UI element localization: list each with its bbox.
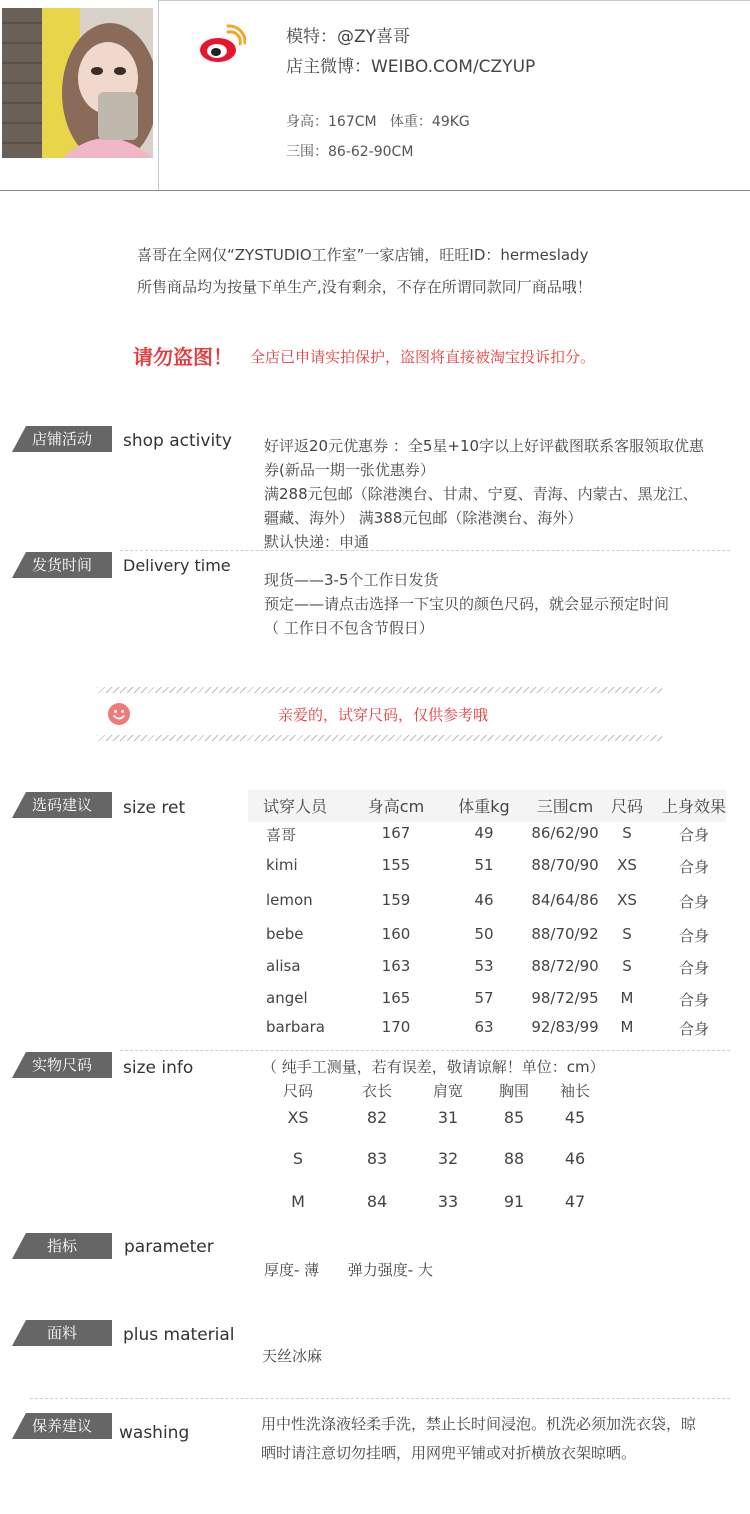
size-ret-cell: 合身: [678, 927, 709, 945]
no-theft-warning: 请勿盗图！: [133, 345, 233, 369]
parameter-value: 厚度- 薄 弹力强度- 大: [264, 1261, 433, 1279]
size-ret-cell: 合身: [678, 826, 709, 844]
section-divider: [30, 1398, 730, 1399]
size-ret-cell: bebe: [266, 925, 304, 943]
banner-bottom-border: [97, 735, 662, 741]
parameter-title: parameter: [124, 1237, 214, 1257]
size-ret-cell: XS: [617, 891, 637, 909]
header-divider: [0, 190, 750, 191]
delivery-line: 预定——请点击选择一下宝贝的颜色尺码，就会显示预定时间: [264, 595, 670, 613]
size-ret-cell: 86/62/90: [531, 824, 599, 842]
size-ret-cell: 170: [381, 1018, 411, 1036]
size-ret-cell: M: [620, 1018, 634, 1036]
size-info-cell: 83: [366, 1149, 388, 1168]
size-ret-cell: 合身: [678, 991, 709, 1009]
size-ret-header-cell: 试穿人员: [262, 797, 327, 816]
material-tag-label: 面料: [46, 1324, 77, 1342]
material-title: plus material: [123, 1325, 235, 1345]
size-ret-cell: lemon: [266, 891, 313, 909]
size-ret-cell: barbara: [266, 1018, 325, 1036]
size-info-tag: [12, 1052, 112, 1078]
size-ret-cell: 合身: [678, 959, 709, 977]
size-ret-header-cell: 上身效果: [661, 797, 726, 816]
size-ret-cell: 165: [381, 989, 411, 1007]
model-photo: [2, 8, 153, 158]
activity-line: 满288元包邮（除港澳台、甘肃、宁夏、青海、内蒙古、黑龙江、: [264, 485, 698, 503]
intro-line-2: 所售商品均为按量下单生产,没有剩余，不存在所谓同款同厂商品哦！: [137, 278, 592, 296]
activity-line: 券(新品一期一张优惠券）: [264, 461, 435, 479]
size-ret-cell: 49: [474, 824, 494, 842]
header-vertical-divider: [158, 0, 159, 190]
size-info-tag-label: 实物尺码: [31, 1056, 92, 1074]
size-ret-cell: 155: [381, 856, 411, 874]
size-ret-cell: 160: [381, 925, 411, 943]
delivery-line: （ 工作日不包含节假日）: [264, 619, 434, 637]
size-ret-cell: alisa: [266, 957, 301, 975]
size-ret-header-cell: 体重kg: [458, 797, 510, 816]
size-info-note: （ 纯手工测量，若有误差，敬请谅解！单位：cm）: [262, 1058, 605, 1076]
weibo-logo-icon: [198, 24, 246, 64]
smiley-icon: [108, 703, 130, 725]
size-info-header-cell: 袖长: [559, 1082, 590, 1100]
size-ret-cell: 88/70/92: [531, 925, 599, 943]
shop-weibo-link[interactable]: 店主微博：WEIBO.COM/CZYUP: [286, 57, 536, 77]
size-info-title: size info: [123, 1058, 194, 1078]
size-ret-cell: XS: [617, 856, 637, 874]
delivery-text: [264, 568, 734, 640]
size-ret-header-cell: 身高cm: [367, 797, 425, 816]
model-name: 模特：@ZY喜哥: [286, 27, 411, 47]
header-top-divider: [158, 0, 750, 1]
size-ret-cell: S: [622, 925, 632, 943]
size-ret-cell: 92/83/99: [531, 1018, 599, 1036]
delivery-tag-label: 发货时间: [31, 556, 92, 574]
size-ret-title: size ret: [123, 798, 186, 818]
intro-line-1: 喜哥在全网仅“ZYSTUDIO工作室”一家店铺，旺旺ID：hermeslady: [137, 246, 589, 264]
washing-text: [261, 1410, 741, 1468]
size-info-cell: 88: [503, 1149, 525, 1168]
shop-activity-title: shop activity: [123, 431, 232, 451]
washing-tag-label: 保养建议: [31, 1417, 92, 1435]
delivery-tag: [12, 552, 112, 578]
section-divider: [120, 550, 730, 551]
size-info-header-cell: 肩宽: [432, 1082, 463, 1100]
size-ret-cell: S: [622, 824, 632, 842]
size-ret-cell: 167: [381, 824, 411, 842]
size-info-cell: 33: [437, 1192, 459, 1211]
banner-top-border: [97, 687, 662, 693]
size-ret-cell: 合身: [678, 893, 709, 911]
size-info-cell: 31: [437, 1108, 459, 1127]
size-ret-tag: [12, 792, 112, 818]
model-height-weight: 身高：167CM 体重：49KG: [286, 114, 470, 130]
size-ret-cell: M: [620, 989, 634, 1007]
size-ret-header-cell: 三围cm: [536, 797, 594, 816]
size-info-cell: 84: [366, 1192, 388, 1211]
size-ret-cell: 51: [474, 856, 494, 874]
size-info-header-cell: 胸围: [498, 1082, 529, 1100]
washing-line: 晒时请注意切勿挂晒，用网兜平铺或对折横放衣架晾晒。: [261, 1444, 637, 1462]
size-info-cell: S: [292, 1149, 304, 1168]
size-ret-cell: 合身: [678, 1020, 709, 1038]
size-info-cell: 47: [564, 1192, 586, 1211]
size-ret-cell: 46: [474, 891, 494, 909]
delivery-line: 现货——3-5个工作日发货: [264, 571, 439, 589]
size-ret-cell: 88/70/90: [531, 856, 599, 874]
shop-activity-text: [264, 434, 734, 554]
size-info-cell: 82: [366, 1108, 388, 1127]
parameter-tag: [12, 1233, 112, 1259]
size-ret-cell: 57: [474, 989, 494, 1007]
size-ret-cell: 163: [381, 957, 411, 975]
size-info-header-cell: 尺码: [282, 1082, 313, 1100]
size-ret-cell: kimi: [266, 856, 298, 874]
size-info-cell: XS: [287, 1108, 309, 1127]
activity-line: 好评返20元优惠券 ：全5星+10字以上好评截图联系客服领取优惠: [264, 437, 705, 455]
material-tag: [12, 1320, 112, 1346]
size-ret-cell: 喜哥: [266, 826, 297, 844]
material-value: 天丝冰麻: [262, 1347, 323, 1365]
size-ret-cell: 88/72/90: [531, 957, 599, 975]
size-info-cell: 85: [503, 1108, 525, 1127]
size-ret-cell: 63: [474, 1018, 494, 1036]
size-ret-header-cell: 尺码: [610, 797, 643, 816]
size-ret-tag-label: 选码建议: [31, 796, 92, 814]
size-ret-cell: S: [622, 957, 632, 975]
size-ret-cell: angel: [266, 989, 308, 1007]
model-measurements: 三围：86-62-90CM: [286, 144, 414, 160]
washing-tag: [12, 1413, 112, 1439]
washing-line: 用中性洗涤液轻柔手洗，禁止长时间浸泡。机洗必须加洗衣袋，晾: [261, 1415, 697, 1433]
size-ret-cell: 98/72/95: [531, 989, 599, 1007]
size-info-cell: 32: [437, 1149, 459, 1168]
section-divider: [120, 1050, 730, 1051]
washing-title: washing: [119, 1423, 190, 1443]
size-ret-cell: 159: [381, 891, 411, 909]
delivery-title: Delivery time: [123, 556, 231, 575]
size-ret-cell: 84/64/86: [531, 891, 599, 909]
size-reminder: 亲爱的，试穿尺码，仅供参考哦: [278, 706, 489, 724]
parameter-tag-label: 指标: [46, 1237, 77, 1255]
size-info-header-cell: 衣长: [361, 1082, 392, 1100]
size-info-cell: M: [291, 1192, 305, 1211]
size-ret-cell: 合身: [678, 858, 709, 876]
shop-activity-tag: [12, 426, 112, 452]
activity-line: 疆藏、海外） 满388元包邮（除港澳台、海外）: [264, 509, 583, 527]
size-ret-cell: 50: [474, 925, 494, 943]
size-info-cell: 91: [503, 1192, 525, 1211]
size-ret-cell: 53: [474, 957, 494, 975]
activity-line: 默认快递：申通: [264, 533, 370, 551]
size-info-cell: 45: [564, 1108, 586, 1127]
shop-activity-tag-label: 店铺活动: [31, 430, 92, 448]
size-info-cell: 46: [564, 1149, 586, 1168]
theft-protection-note: 全店已申请实拍保护，盗图将直接被淘宝投诉扣分。: [250, 348, 596, 366]
